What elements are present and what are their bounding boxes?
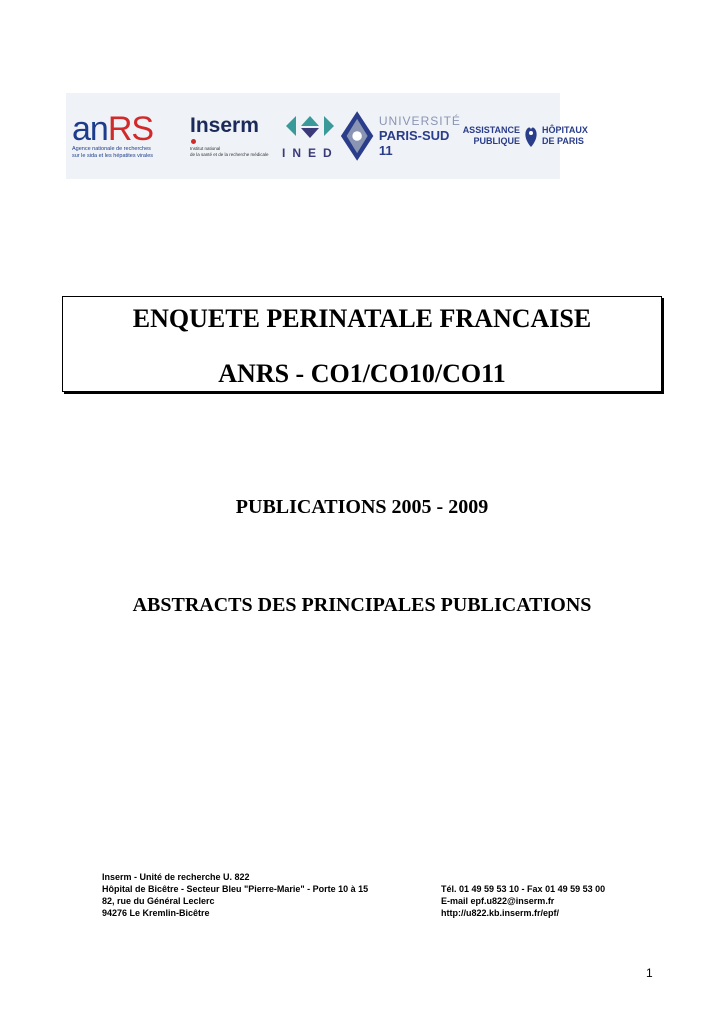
footer-city: 94276 Le Kremlin-Bicêtre bbox=[102, 908, 210, 918]
document-subtitle: ANRS - CO1/CO10/CO11 bbox=[218, 359, 506, 388]
anrs-logo: anRS Agence nationale de recherches sur le sida et les hépatites virales bbox=[72, 112, 190, 160]
publications-heading: PUBLICATIONS 2005 - 2009 bbox=[235, 496, 489, 518]
paris-sud-emblem-icon bbox=[339, 108, 375, 164]
footer-street: 82, rue du Général Leclerc bbox=[102, 896, 215, 906]
footer-phone: Tél. 01 49 59 53 10 - Fax 01 49 59 53 00 bbox=[441, 884, 606, 894]
document-title: ENQUETE PERINATALE FRANCAISE bbox=[132, 304, 592, 333]
anrs-logo-subtitle: Agence nationale de recherches sur le sida et les hépatites virales bbox=[72, 146, 154, 159]
aphp-logo: ASSISTANCE PUBLIQUE HÔPITAUX DE PARIS bbox=[463, 123, 588, 149]
document-title-box bbox=[62, 296, 662, 392]
inserm-logo-subtitle: Institut national de la santé et de la recherche médicale bbox=[190, 146, 269, 157]
paris-sud-logo: UNIVERSITÉ PARIS-SUD 11 bbox=[339, 108, 463, 164]
footer-email: E-mail epf.u822@inserm.fr bbox=[441, 896, 555, 906]
aphp-heart-icon bbox=[523, 123, 539, 149]
inserm-logo: Inserm Institut national de la santé et de la recherche médicale bbox=[190, 114, 282, 158]
abstracts-heading: ABSTRACTS DES PRINCIPALES PUBLICATIONS bbox=[132, 594, 592, 616]
partner-logos-banner bbox=[66, 93, 588, 179]
footer-unit: Inserm - Unité de recherche U. 822 bbox=[102, 872, 250, 882]
footer-website: http://u822.kb.inserm.fr/epf/ bbox=[441, 908, 560, 918]
contact-footer bbox=[102, 871, 662, 919]
footer-hospital: Hôpital de Bicêtre - Secteur Bleu "Pierre-Marie" - Porte 10 à 15 bbox=[102, 884, 369, 894]
ined-logo: INED bbox=[282, 112, 339, 160]
ined-triangles-icon bbox=[284, 112, 336, 140]
page-number: 1 bbox=[646, 966, 653, 980]
